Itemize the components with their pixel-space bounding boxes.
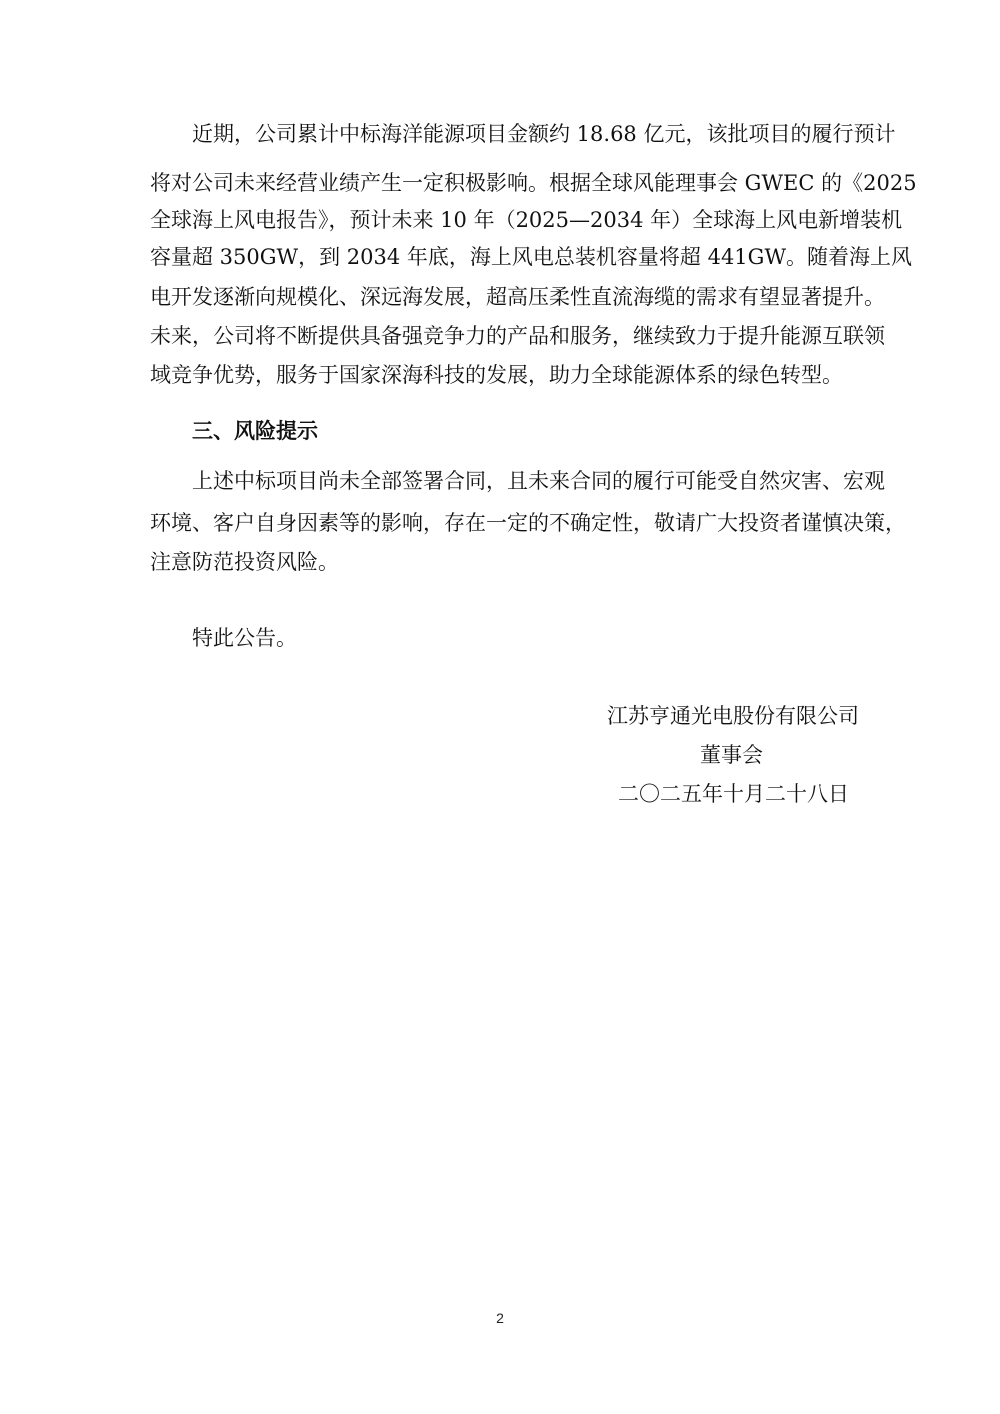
paragraph-line: 环境、客户自身因素等的影响，存在一定的不确定性，敬请广大投资者谨慎决策， [150,511,906,535]
section-heading-risk: 三、风险提示 [192,418,318,443]
paragraph-line: 容量超 350GW，到 2034 年底，海上风电总装机容量将超 441GW。随着海上风 [150,245,913,269]
paragraph-line: 将对公司未来经营业绩产生一定积极影响。根据全球风能理事会 GWEC 的《2025 [150,171,917,195]
paragraph-line: 近期，公司累计中标海洋能源项目金额约 18.68 亿元，该批项目的履行预计 [150,122,896,146]
page-number: 2 [496,1310,504,1326]
paragraph-line: 注意防范投资风险。 [150,550,339,574]
signature-date: 二〇二五年十月二十八日 [618,782,849,806]
signature-board: 董事会 [700,743,763,767]
paragraph-line: 全球海上风电报告》，预计未来 10 年（2025—2034 年）全球海上风电新增装机 [150,208,903,232]
signature-company: 江苏亨通光电股份有限公司 [607,704,859,728]
closing-statement: 特此公告。 [192,626,297,650]
paragraph-line: 电开发逐渐向规模化、深远海发展，超高压柔性直流海缆的需求有望显著提升。 [150,285,885,309]
paragraph-line: 域竞争优势，服务于国家深海科技的发展，助力全球能源体系的绿色转型。 [150,363,843,387]
paragraph-line: 上述中标项目尚未全部签署合同，且未来合同的履行可能受自然灾害、宏观 [150,469,885,493]
paragraph-line: 未来，公司将不断提供具备强竞争力的产品和服务，继续致力于提升能源互联领 [150,324,885,348]
